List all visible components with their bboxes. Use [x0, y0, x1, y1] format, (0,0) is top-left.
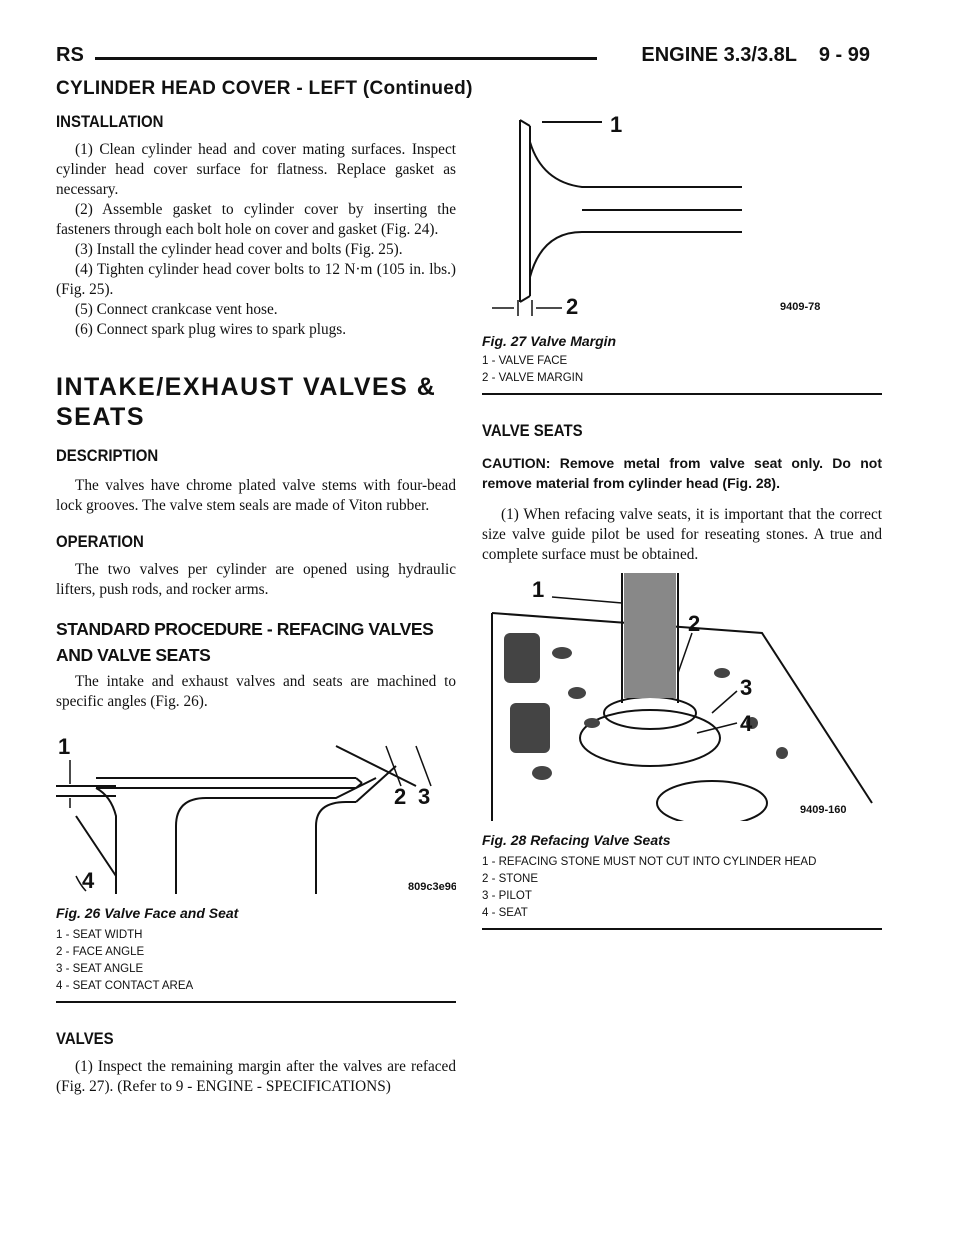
valve-margin-drawing	[482, 112, 882, 322]
fig26-legend-4: 4 - SEAT CONTACT AREA	[56, 980, 194, 992]
header-rule	[95, 57, 597, 60]
valve-face-seat-drawing	[56, 726, 456, 894]
fig26-legend-1: 1 - SEAT WIDTH	[56, 929, 143, 941]
fig28-legend-1: 1 - REFACING STONE MUST NOT CUT INTO CYLINDER HEAD	[482, 856, 817, 868]
fig27-rule	[482, 393, 882, 395]
fig26-callout-2: 2	[394, 784, 407, 809]
fig26-legend-3: 3 - SEAT ANGLE	[56, 963, 144, 975]
left-column	[56, 112, 456, 1097]
install-step-2: (2) Assemble gasket to cylinder cover by inserting the fasteners through each bolt hole on cover and gasket (Fig. 24).	[56, 201, 456, 238]
header-left: RS	[56, 44, 84, 66]
valves-heading: VALVES	[56, 1029, 114, 1048]
install-step-6: (6) Connect spark plug wires to spark plugs.	[75, 321, 347, 338]
fig27-callout-1: 1	[610, 112, 623, 137]
valve-seats-text: (1) When refacing valve seats, it is important that the correct size valve guide pilot be used for reseating stones. A true and complete surface must be obtained.	[482, 506, 882, 563]
install-step-5: (5) Connect crankcase vent hose.	[75, 301, 278, 318]
refacing-valve-seats-drawing	[482, 573, 882, 821]
valve-seats-caution: CAUTION: Remove metal from valve seat only. Do not remove material from cylinder head (Fig. 28).	[482, 455, 882, 491]
fig28-rule	[482, 928, 882, 930]
fig28-legend-3: 3 - PILOT	[482, 890, 532, 902]
section-title: INTAKE/EXHAUST VALVES & SEATS	[56, 373, 437, 431]
fig28-code: 9409-160	[800, 804, 847, 816]
description-text: The valves have chrome plated valve stems with four-bead lock grooves. The valve stem seals are made of Viton rubber.	[56, 477, 456, 514]
fig26-callout-4: 4	[82, 868, 95, 893]
install-step-1: (1) Clean cylinder head and cover mating surfaces. Inspect cylinder head cover surface for flatness. Replace gasket as necessary.	[56, 141, 456, 198]
fig27-caption: Fig. 27 Valve Margin	[482, 333, 617, 349]
operation-heading: OPERATION	[56, 532, 144, 551]
figure-28	[482, 573, 882, 930]
installation-heading: INSTALLATION	[56, 112, 164, 131]
fig26-callout-3: 3	[418, 784, 431, 809]
standard-procedure-heading: STANDARD PROCEDURE - REFACING VALVES AND VALVE SEATS	[56, 619, 434, 665]
fig28-callout-2: 2	[688, 611, 701, 636]
fig28-caption: Fig. 28 Refacing Valve Seats	[482, 832, 671, 848]
fig27-legend-2: 2 - VALVE MARGIN	[482, 372, 584, 384]
fig27-legend-1: 1 - VALVE FACE	[482, 355, 568, 367]
figure-26	[56, 726, 456, 1003]
fig26-legend-2: 2 - FACE ANGLE	[56, 946, 145, 958]
figure-27	[482, 112, 882, 395]
fig27-callout-2: 2	[566, 294, 579, 319]
valves-text: (1) Inspect the remaining margin after the valves are refaced (Fig. 27). (Refer to 9 - ENGINE - SPECIFICATIONS)	[56, 1058, 456, 1095]
fig28-legend-2: 2 - STONE	[482, 873, 539, 885]
fig26-callout-1: 1	[58, 734, 71, 759]
valve-seats-heading: VALVE SEATS	[482, 421, 583, 440]
header-right: ENGINE 3.3/3.8L 9 - 99	[641, 44, 870, 66]
operation-text: The two valves per cylinder are opened using hydraulic lifters, push rods, and rocker arms.	[56, 561, 456, 598]
fig27-code: 9409-78	[780, 301, 821, 313]
continued-title: CYLINDER HEAD COVER - LEFT (Continued)	[56, 78, 473, 99]
description-heading: DESCRIPTION	[56, 446, 159, 465]
right-column	[482, 112, 882, 930]
fig28-callout-3: 3	[740, 675, 753, 700]
standard-procedure-text: The intake and exhaust valves and seats are machined to specific angles (Fig. 26).	[56, 673, 456, 710]
fig28-callout-4: 4	[740, 711, 753, 736]
fig26-caption: Fig. 26 Valve Face and Seat	[56, 905, 239, 921]
fig26-code: 809c3e96	[408, 881, 456, 893]
install-step-3: (3) Install the cylinder head cover and bolts (Fig. 25).	[75, 241, 403, 258]
fig28-callout-1: 1	[532, 577, 545, 602]
fig26-rule	[56, 1001, 456, 1003]
install-step-4: (4) Tighten cylinder head cover bolts to 12 N·m (105 in. lbs.) (Fig. 25).	[56, 261, 456, 298]
fig28-legend-4: 4 - SEAT	[482, 907, 528, 919]
